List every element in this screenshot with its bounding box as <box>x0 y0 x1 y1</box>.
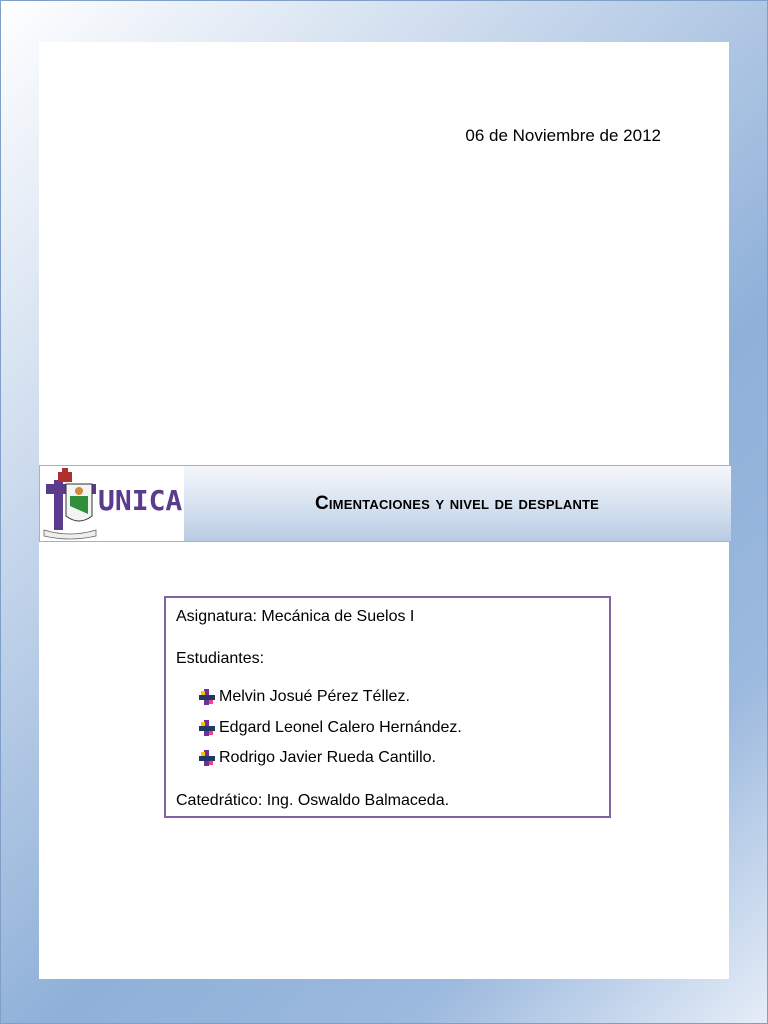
logo-wordmark: UNICA <box>98 484 183 517</box>
document-page <box>39 42 729 979</box>
list-item <box>198 749 436 767</box>
student-name: Rodrigo Javier Rueda Cantillo. <box>219 749 436 766</box>
document-date: 06 de Noviembre de 2012 <box>465 126 661 145</box>
info-box <box>164 596 611 818</box>
list-item <box>198 688 410 706</box>
professor-line: Catedrático: Ing. Oswaldo Balmaceda. <box>176 792 450 809</box>
cross-bullet-icon <box>198 688 216 706</box>
student-name: Edgard Leonel Calero Hernández. <box>219 719 462 736</box>
list-item <box>198 719 462 737</box>
unica-logo <box>40 466 184 541</box>
title-banner <box>39 465 732 542</box>
document-title: Cimentaciones y nivel de desplante <box>314 492 600 514</box>
subject-line: Asignatura: Mecánica de Suelos I <box>176 608 415 625</box>
cross-bullet-icon <box>198 719 216 737</box>
cross-bullet-icon <box>198 749 216 767</box>
students-label: Estudiantes: <box>176 650 265 667</box>
student-name: Melvin Josué Pérez Téllez. <box>219 688 410 705</box>
